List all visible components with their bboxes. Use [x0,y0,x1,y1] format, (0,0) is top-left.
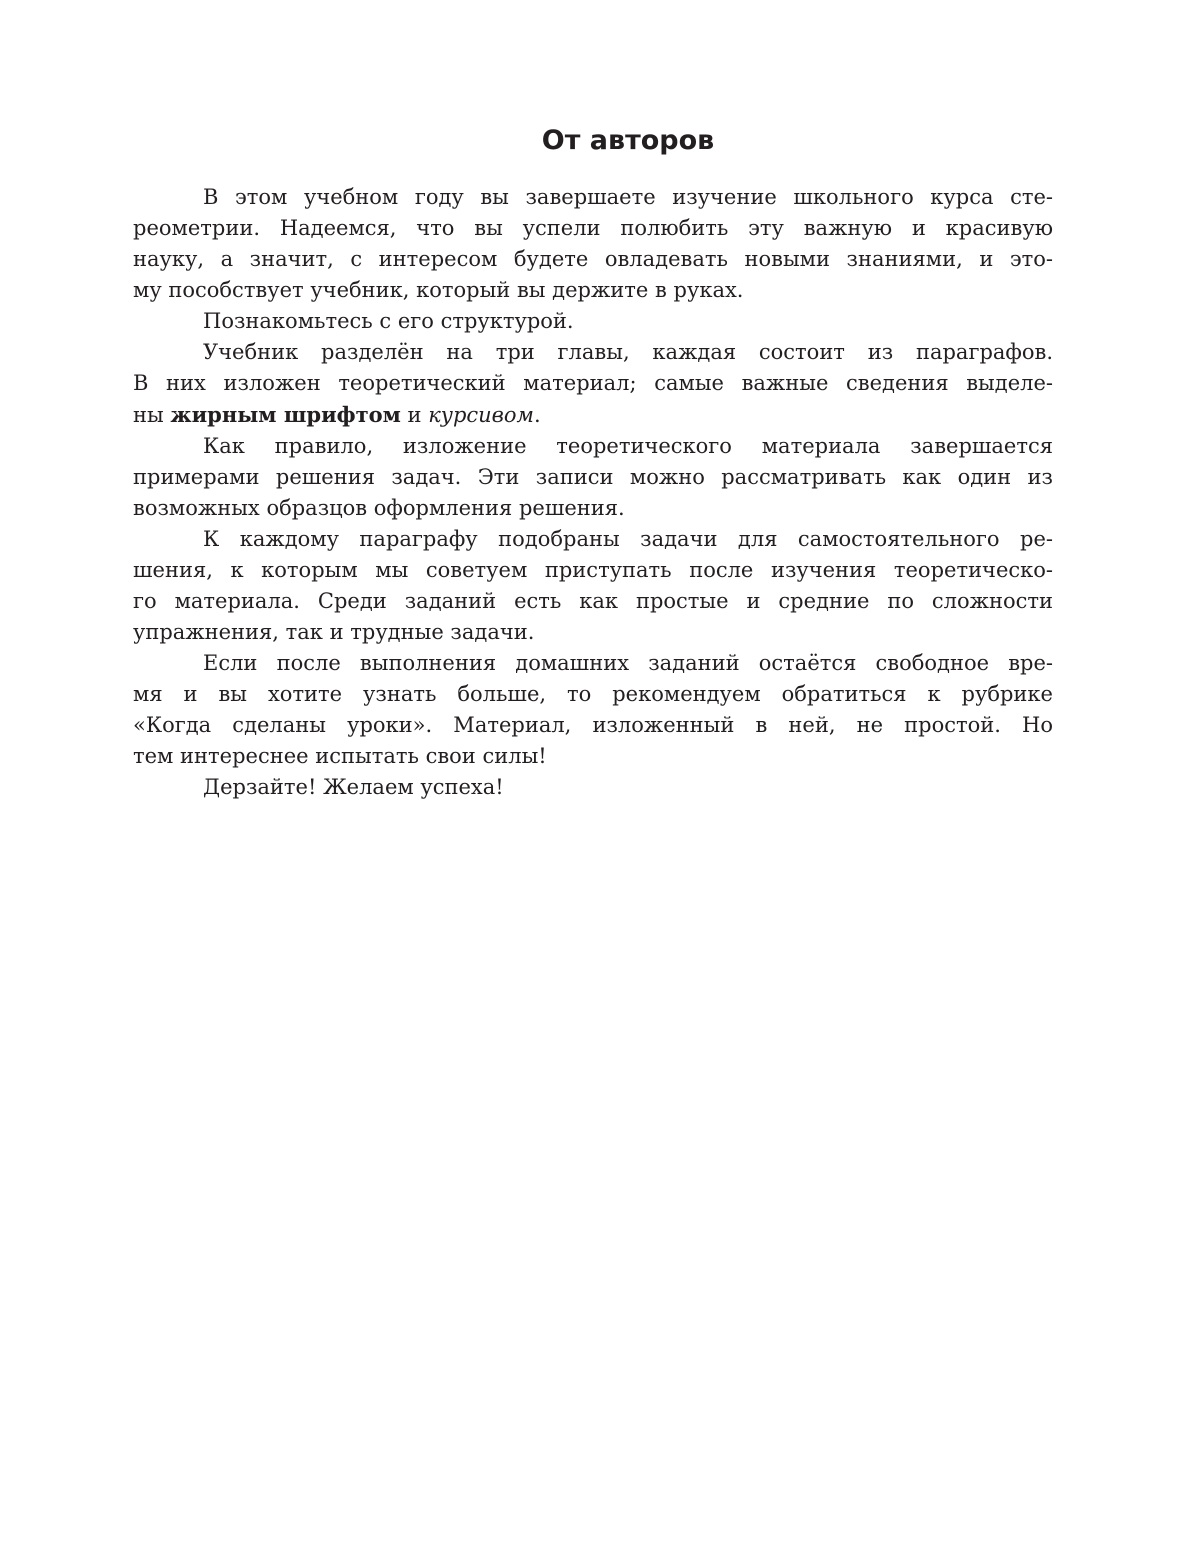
bold-text: жирным шрифтом [170,402,401,427]
text-line: реометрии. Надеемся, что вы успели полюбить эту важную и красивую [133,216,1053,240]
text-line: К каждому параграфу подобраны задачи для самостоятельного ре- [203,527,1053,551]
text-line: Дерзайте! Желаем успеха! [203,775,504,799]
page-title: От авторов [541,125,715,156]
paragraph-closing [133,772,1053,803]
text-line: мя и вы хотите узнать больше, то рекомендуем обратиться к рубрике [133,682,1053,706]
paragraph-extra [133,648,1053,772]
text-line: Учебник разделён на три главы, каждая состоит из параграфов. [203,340,1053,364]
paragraph-structure [133,306,1053,337]
text-line: упражнения, так и трудные задачи. [133,620,535,644]
text-line: шения, к которым мы советуем приступать после изучения теоретическо- [133,558,1053,582]
text-line: го материала. Среди заданий есть как простые и средние по сложности [133,589,1053,613]
text-line: му пособствует учебник, который вы держите в руках. [133,278,744,302]
paragraph-chapters [133,337,1053,431]
page-body [133,182,1053,803]
text-line: В них изложен теоретический материал; самые важные сведения выделе- [133,371,1053,395]
text-line: «Когда сделаны уроки». Материал, изложенный в ней, не простой. Но [133,713,1053,737]
paragraph-examples [133,431,1053,524]
text-line: В этом учебном году вы завершаете изучение школьного курса сте- [203,185,1053,209]
italic-text: курсивом [428,403,534,427]
text-line: Познакомьтесь с его структурой. [203,309,574,333]
text-fragment: и [400,403,429,427]
text-line: возможных образцов оформления решения. [133,496,625,520]
paragraph-exercises [133,524,1053,648]
text-line: примерами решения задач. Эти записи можно рассматривать как один из [133,465,1053,489]
text-fragment: . [533,403,541,427]
text-line: Если после выполнения домашних заданий остаётся свободное вре- [203,651,1053,675]
text-line: Как правило, изложение теоретического материала завершается [203,434,1053,458]
text-line: науку, а значит, с интересом будете овладевать новыми знаниями, и это- [133,247,1053,271]
text-line [133,399,1053,431]
paragraph-intro [133,182,1053,306]
text-fragment: ны [133,403,171,427]
text-line: тем интереснее испытать свои силы! [133,744,547,768]
